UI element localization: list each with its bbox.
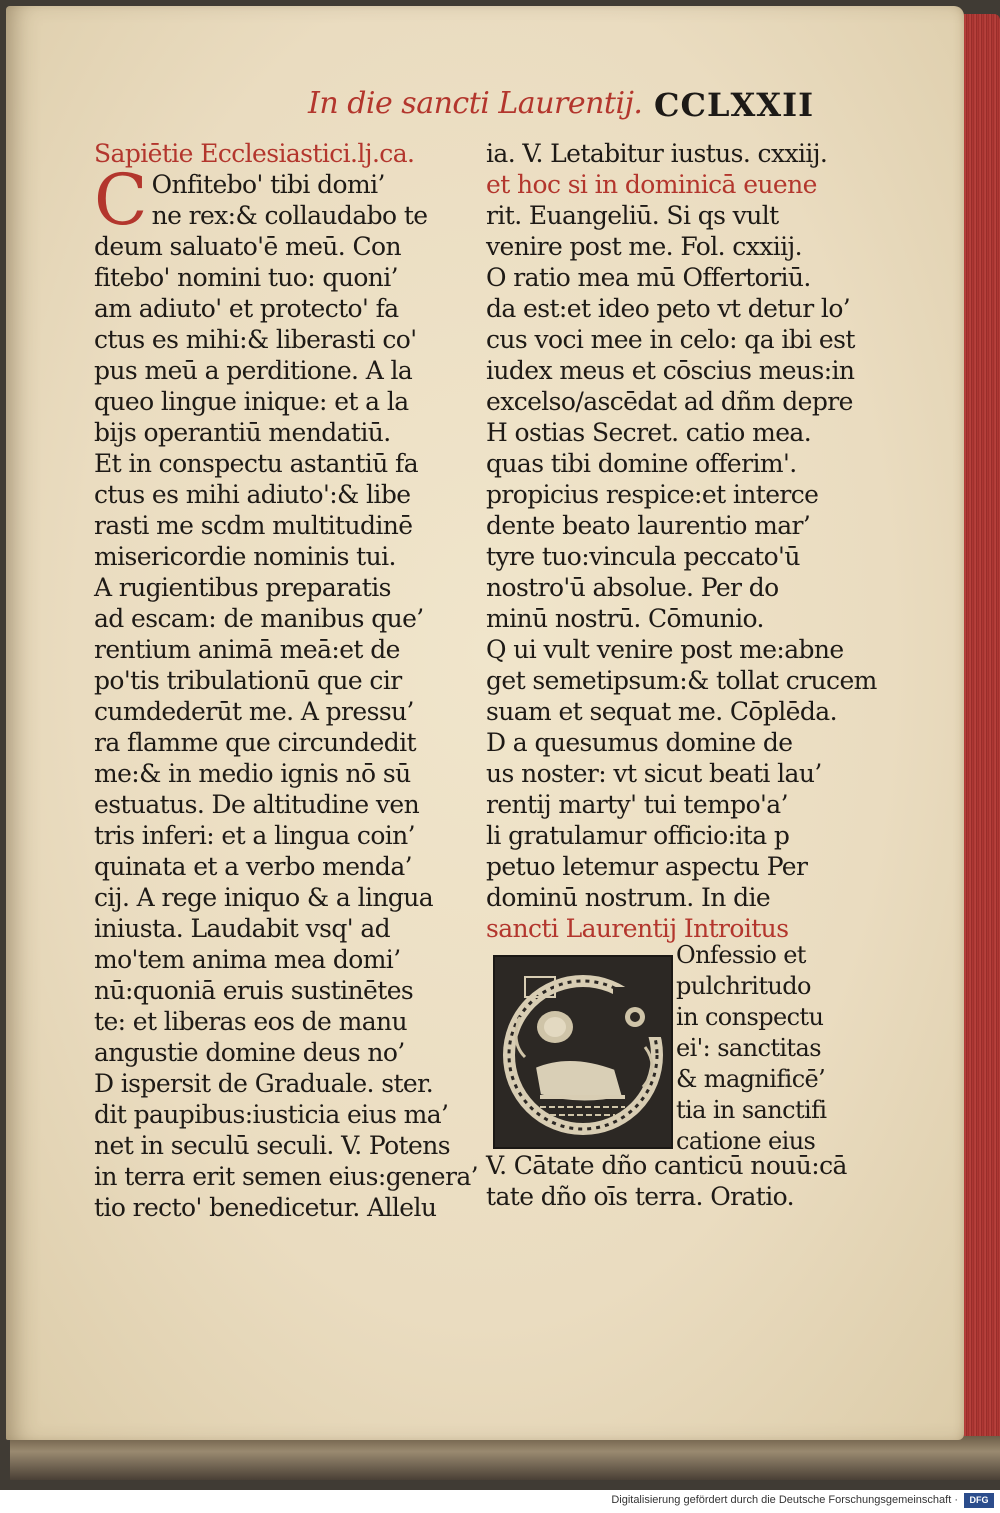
left-column [94,138,478,1223]
text-line: V. Cātate dño canticū nouū:cā [486,1151,847,1180]
text-line: excelso/ascēdat ad dñm depre [486,387,853,416]
text-line: catione eius [676,1127,816,1155]
text-line-rubric: D ispersit de Graduale. ster. [94,1069,434,1098]
text-line: rentij marty' tui tempo'a’ [486,790,788,819]
running-title: In die sancti Laurentij. [308,86,643,121]
text-line: bijs operantiū mendatiū. [94,418,391,447]
book-fore-edge [962,14,1000,1444]
text-line: quinata et a verbo menda’ [94,852,412,881]
text-line: cumdederūt me. A pressu’ [94,697,414,726]
text-line: cij. A rege iniquo & a lingua [94,883,434,912]
text-line: misericordie nominis tui. [94,542,396,571]
footer-bar [0,1490,1000,1513]
text-line: da est:et ideo peto vt detur lo’ [486,294,851,323]
text-line: minū nostrū. Cōmunio. [486,604,764,633]
text-line: quas tibi domine offerim'. [486,449,797,478]
text-line: dit paupibus:iusticia eius ma’ [94,1100,449,1129]
dfg-logo: DFG [964,1493,994,1508]
text-line: tate dño oīs terra. Oratio. [486,1182,794,1211]
text-line: queo lingue inique: et a la [94,387,409,416]
text-line: rit. Euangeliū. Si qs vult [486,201,779,230]
text-line: nostro'ū absolue. Per do [486,573,779,602]
woodcut-initial-C-icon [493,955,673,1149]
text-line: net in seculū seculi. V. Potens [94,1131,450,1160]
text-beside-woodcut [676,940,826,1157]
text-line: us noster: vt sicut beati lau’ [486,759,822,788]
text-line: cus voci mee in celo: qa ibi est [486,325,855,354]
text-line: rasti me scdm multitudinē [94,511,413,540]
text-line: Onfessio et [676,941,806,969]
text-line: deum saluato'ē meū. Con [94,232,401,261]
text-line: ctus es mihi adiuto':& libe [94,480,411,509]
text-line-rubric: sancti Laurentij Introitus [486,914,789,943]
text-line: ia. V. Letabitur iustus. cxxiij. [486,139,828,168]
drop-initial: C [94,159,148,241]
text-line: dominū nostrum. In die [486,883,771,912]
text-line: pulchritudo [676,972,811,1000]
text-line: te: et liberas eos de manu [94,1007,408,1036]
text-line: ei': sanctitas [676,1034,821,1062]
text-line: tio recto' benedicetur. Allelu [94,1193,437,1222]
text-line: iudex meus et cōscius meus:in [486,356,855,385]
text-line: tia in sanctifi [676,1096,827,1124]
text-line: ne rex:& collaudabo te [151,201,428,230]
text-line: in terra erit semen eius:genera’ [94,1162,478,1191]
funding-credit: Digitalisierung gefördert durch die Deutsche Forschungsgemeinschaft · [611,1494,958,1506]
text-line: Q ui vult venire post me:abne [486,635,844,664]
text-line: angustie domine deus no’ [94,1038,405,1067]
text-line: iniusta. Laudabit vsq' ad [94,914,391,943]
text-line: rentium animā meā:et de [94,635,400,664]
text-line: petuo letemur aspectu Per [486,852,808,881]
text-line: suam et sequat me. Cōplēda. [486,697,837,726]
text-line: & magnificē’ [676,1065,826,1093]
text-line: in conspectu [676,1003,824,1031]
text-line: D a quesumus domine de [486,728,793,757]
text-line: ctus es mihi:& liberasti co' [94,325,417,354]
text-line: A rugientibus preparatis [94,573,391,602]
closing-lines [486,1150,847,1212]
text-line: O ratio mea mū Offertoriū. [486,263,811,292]
text-line: pus meū a perditione. A la [94,356,413,385]
text-line: Et in conspectu astantiū fa [94,449,418,478]
text-line: Onfitebo' tibi domi’ [151,170,385,199]
text-line: nū:quoniā eruis sustinētes [94,976,414,1005]
folio-number: CCLXXII [654,86,815,124]
text-line: propicius respice:et interce [486,480,819,509]
text-line: ra flamme que circundedit [94,728,416,757]
right-column [486,138,877,944]
text-line: H ostias Secret. catio mea. [486,418,812,447]
woodcut-illustration [495,957,671,1147]
text-line: fitebo' nomini tuo: quoni’ [94,263,399,292]
text-line: get semetipsum:& tollat crucem [486,666,877,695]
text-line: mo'tem anima mea domi’ [94,945,401,974]
text-line: me:& in medio ignis nō sū [94,759,411,788]
text-line: estuatus. De altitudine ven [94,790,420,819]
text-line: tyre tuo:vincula peccato'ū [486,542,800,571]
text-line: venire post me. Fol. cxxiij. [486,232,802,261]
text-line: am adiuto' et protecto' fa [94,294,399,323]
text-line: po'tis tribulationū que cir [94,666,402,695]
text-line: ad escam: de manibus que’ [94,604,424,633]
left-heading: Sapiētie Ecclesiastici.lj.ca. [94,139,415,168]
book-bottom-edge [10,1436,1000,1480]
text-line-rubric: et hoc si in dominicā euene [486,170,817,199]
text-line: li gratulamur officio:ita p [486,821,790,850]
text-line: dente beato laurentio mar’ [486,511,811,540]
text-line: tris inferi: et a lingua coin’ [94,821,416,850]
